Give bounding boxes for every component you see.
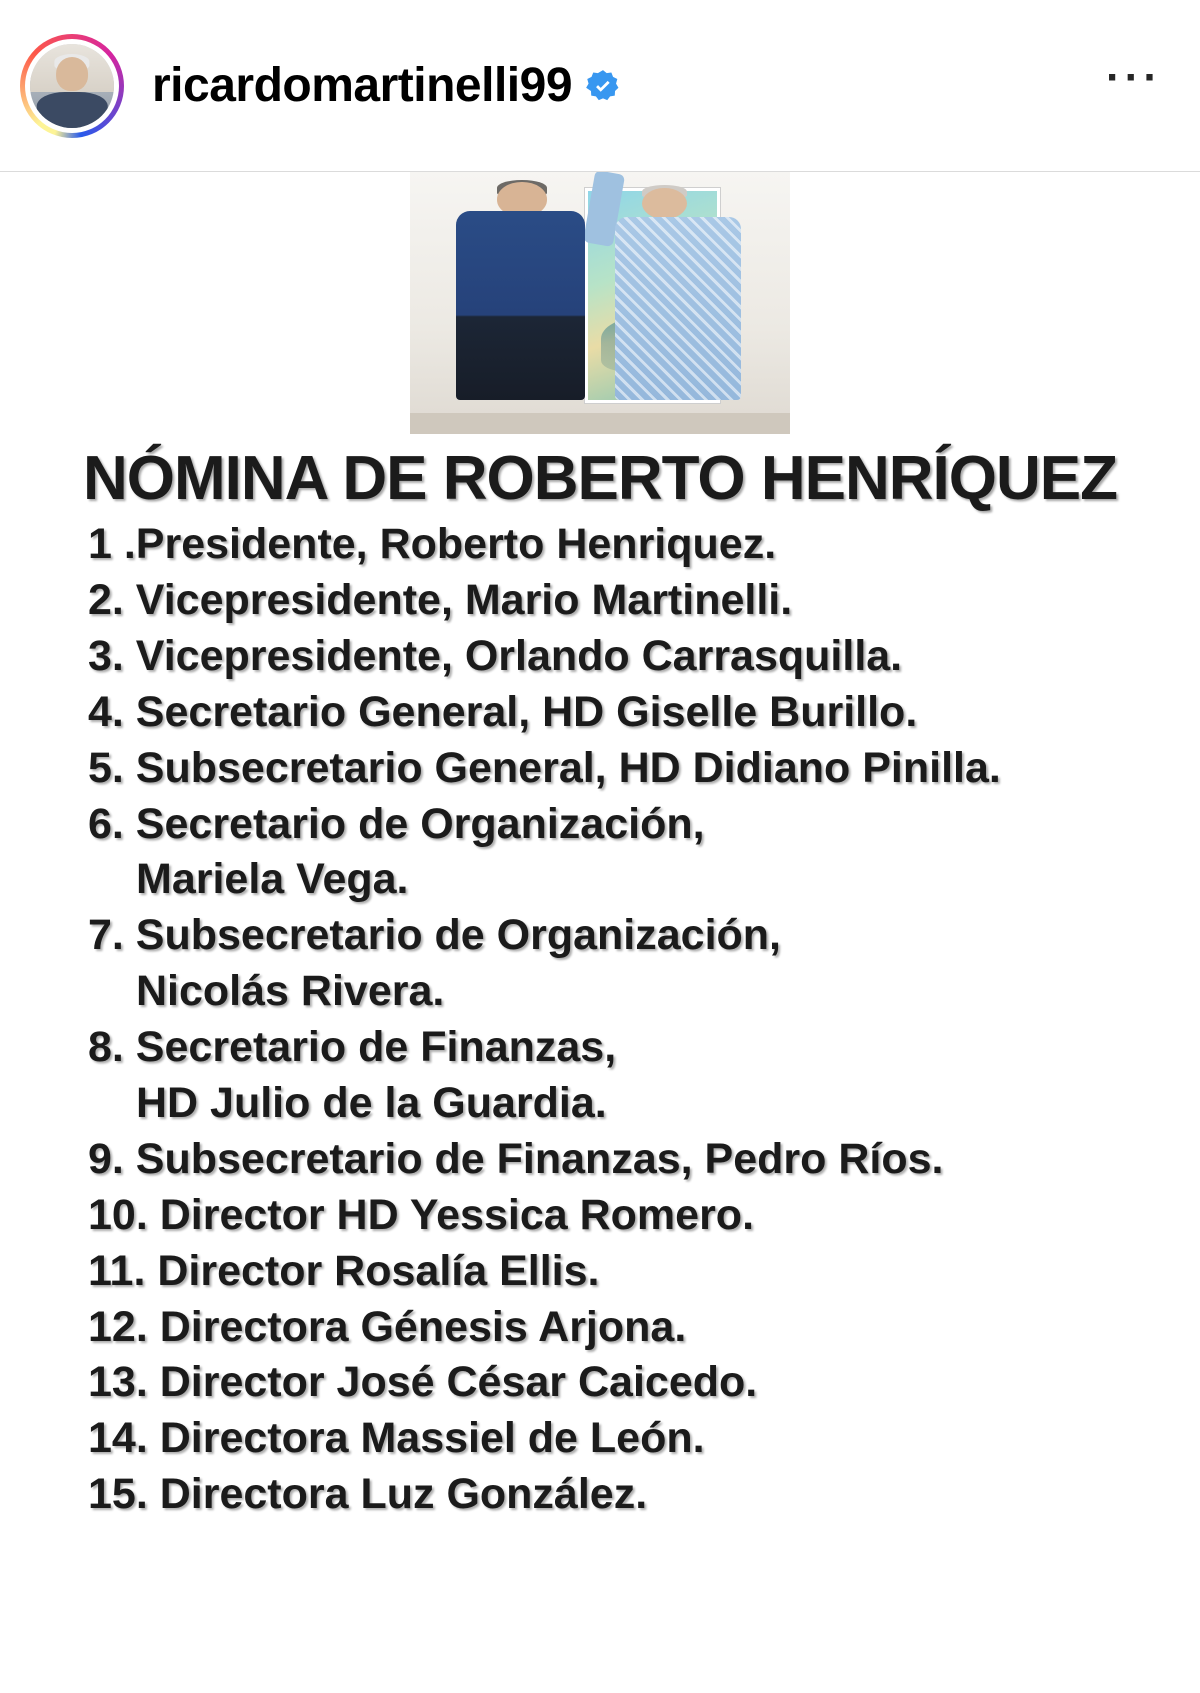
- list-item: 13. Director José César Caicedo.: [88, 1358, 758, 1407]
- post-image: [410, 172, 790, 434]
- more-options-button[interactable]: ···: [1106, 52, 1162, 102]
- list-item: 10. Director HD Yessica Romero.: [88, 1190, 755, 1239]
- list-item: HD Julio de la Guardia.: [136, 1079, 607, 1127]
- list-item: Nicolás Rivera.: [136, 967, 445, 1016]
- list-item: 15. Directora Luz González.: [88, 1470, 648, 1519]
- list-item: 8. Secretario de Finanzas,: [88, 1023, 617, 1072]
- post-header: [0, 0, 1200, 172]
- account-name-group[interactable]: [152, 58, 1102, 113]
- post-caption: [0, 434, 1200, 1523]
- list-item: 1 .Presidente, Roberto Henriquez.: [88, 520, 777, 569]
- post-media[interactable]: [0, 172, 1200, 1523]
- nomina-list: [8, 517, 1192, 1523]
- list-item: 5. Subsecretario General, HD Didiano Pinilla.: [88, 743, 1001, 792]
- avatar-image: [30, 44, 114, 128]
- list-item: 2. Vicepresidente, Mario Martinelli.: [88, 575, 793, 624]
- username-label[interactable]: ricardomartinelli99: [152, 59, 573, 112]
- verified-badge-icon: [586, 69, 620, 103]
- list-item: 9. Subsecretario de Finanzas, Pedro Ríos.: [88, 1134, 944, 1183]
- list-item: Mariela Vega.: [136, 855, 409, 904]
- avatar[interactable]: [20, 34, 124, 138]
- page-title: NÓMINA DE ROBERTO HENRÍQUEZ: [83, 444, 1117, 513]
- avatar-ring-inner: [25, 39, 119, 133]
- list-item: 14. Directora Massiel de León.: [88, 1414, 705, 1463]
- list-item: 7. Subsecretario de Organización,: [88, 911, 781, 960]
- list-item: 12. Directora Génesis Arjona.: [88, 1302, 687, 1351]
- list-item: 6. Secretario de Organización,: [88, 799, 705, 848]
- list-item: 3. Vicepresidente, Orlando Carrasquilla.: [88, 631, 903, 680]
- list-item: 4. Secretario General, HD Giselle Burillo.: [88, 687, 918, 736]
- list-item: 11. Director Rosalía Ellis.: [88, 1246, 600, 1295]
